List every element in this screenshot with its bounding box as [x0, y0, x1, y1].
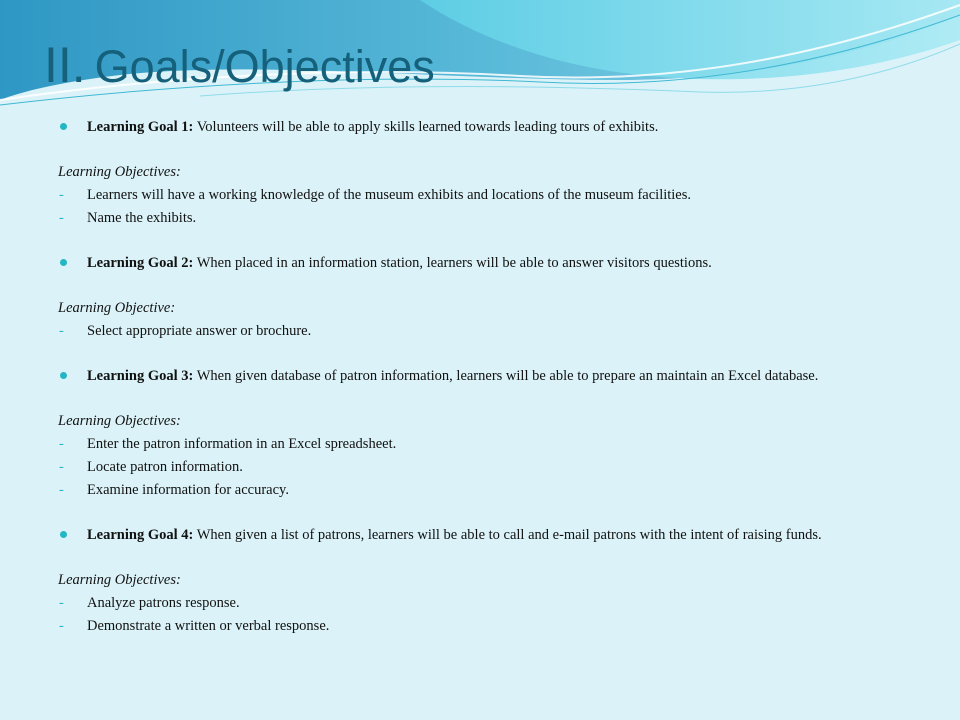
bullet-icon — [60, 123, 67, 130]
objectives-heading: Learning Objective: — [58, 300, 176, 316]
objective-item: - Examine information for accuracy. — [59, 482, 289, 498]
objective-item: - Demonstrate a written or verbal response. — [59, 618, 330, 634]
learning-goal-2 — [58, 253, 918, 273]
title-number: II. — [44, 37, 86, 93]
dash-icon: - — [59, 618, 64, 634]
title-text: Goals/Objectives — [94, 41, 435, 92]
objective-item: - Enter the patron information in an Excel spreadsheet. — [59, 436, 397, 452]
dash-icon: - — [59, 187, 64, 203]
slide-content — [58, 117, 918, 636]
objectives-heading: Learning Objectives: — [58, 572, 181, 588]
objective-item: - Name the exhibits. — [59, 210, 197, 226]
objective-item: - Analyze patrons response. — [59, 595, 240, 611]
goal-text: Volunteers will be able to apply skills learned towards leading tours of exhibits. — [193, 119, 659, 135]
objectives-heading: Learning Objectives: — [58, 413, 181, 429]
dash-icon: - — [59, 436, 64, 452]
bullet-icon — [60, 372, 67, 379]
objective-item: - Learners will have a working knowledge of the museum exhibits and locations of the museum facilities. — [59, 187, 692, 203]
slide-title — [44, 37, 435, 93]
dash-icon: - — [59, 595, 64, 611]
goal-text: When placed in an information station, learners will be able to answer visitors questions. — [193, 255, 712, 271]
dash-icon: - — [59, 210, 64, 226]
learning-goal-1 — [58, 117, 918, 137]
goal-text: When given a list of patrons, learners will be able to call and e-mail patrons with the intent of raising funds. — [193, 527, 822, 543]
learning-goal-4 — [58, 525, 918, 545]
goal-label: Learning Goal 3: — [87, 368, 194, 384]
goal-label: Learning Goal 1: — [87, 119, 194, 135]
bullet-icon — [60, 259, 67, 266]
bullet-icon — [60, 531, 67, 538]
goal-label: Learning Goal 2: — [87, 255, 194, 271]
objective-item: - Select appropriate answer or brochure. — [59, 323, 312, 339]
objectives-heading: Learning Objectives: — [58, 164, 181, 180]
goal-text: When given database of patron information, learners will be able to prepare an maintain an Excel database. — [193, 368, 819, 384]
dash-icon: - — [59, 323, 64, 339]
objective-item: - Locate patron information. — [59, 459, 243, 475]
dash-icon: - — [59, 459, 64, 475]
learning-goal-3 — [58, 366, 918, 386]
goal-label: Learning Goal 4: — [87, 527, 194, 543]
dash-icon: - — [59, 482, 64, 498]
